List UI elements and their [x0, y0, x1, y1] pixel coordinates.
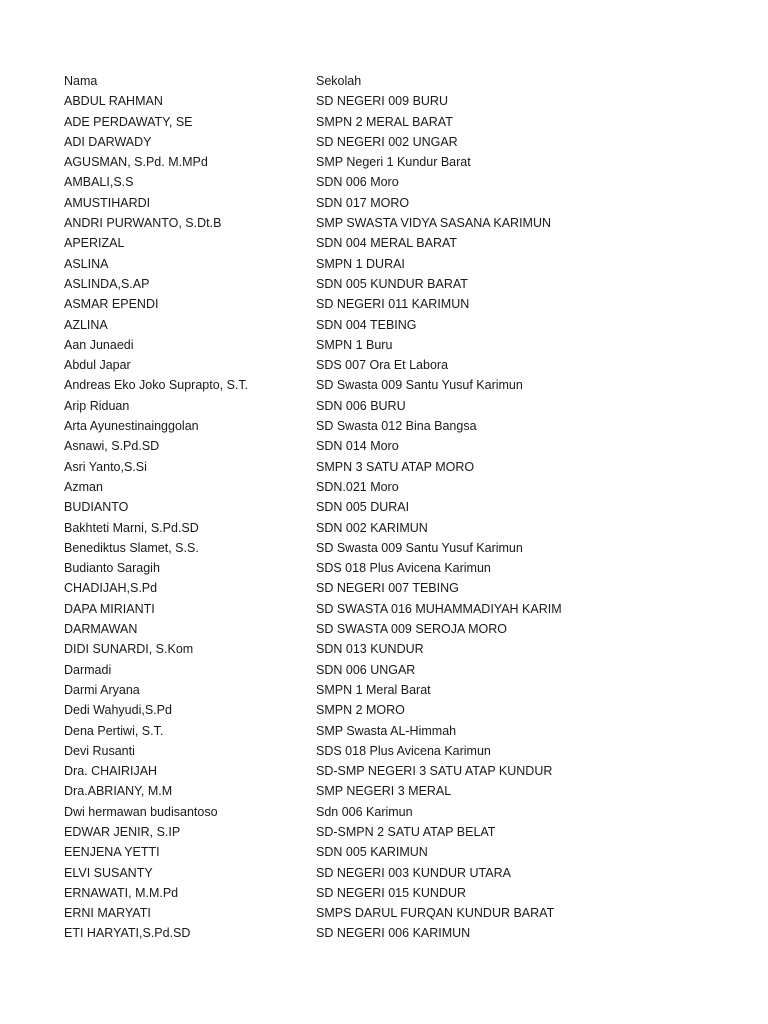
school-name: SD Swasta 009 Santu Yusuf Karimun	[316, 378, 523, 393]
list-item	[64, 315, 744, 335]
list-item	[64, 619, 744, 639]
person-name: Asri Yanto,S.Si	[64, 459, 147, 474]
person-name: EENJENA YETTI	[64, 845, 160, 860]
school-name: SDN 013 KUNDUR	[316, 642, 424, 657]
school-name: SMPN 1 Buru	[316, 337, 393, 352]
school-name: SDS 007 Ora Et Labora	[316, 358, 449, 373]
person-name: Arta Ayunestinainggolan	[64, 419, 199, 434]
person-name: DAPA MIRIANTI	[64, 601, 155, 616]
list-item	[64, 518, 744, 538]
person-name: ADI DARWADY	[64, 134, 152, 149]
person-name: Dwi hermawan budisantoso	[64, 804, 218, 819]
list-item	[64, 660, 744, 680]
school-name: SD-SMPN 2 SATU ATAP BELAT	[316, 824, 496, 839]
list-item	[64, 436, 744, 456]
school-name: SDS 018 Plus Avicena Karimun	[316, 561, 491, 576]
person-name: APERIZAL	[64, 236, 125, 251]
school-name: SD SWASTA 016 MUHAMMADIYAH KARIM	[316, 601, 562, 616]
school-name: SMPS DARUL FURQAN KUNDUR BARAT	[316, 906, 555, 921]
header-row	[64, 71, 744, 91]
person-name: ERNAWATI, M.M.Pd	[64, 885, 179, 900]
person-name: ADE PERDAWATY, SE	[64, 114, 193, 129]
school-name: SDN 004 TEBING	[316, 317, 417, 332]
list-item	[64, 863, 744, 883]
list-item	[64, 152, 744, 172]
school-name: SD-SMP NEGERI 3 SATU ATAP KUNDUR	[316, 764, 553, 779]
name-school-list	[64, 71, 744, 944]
school-name: SDN 005 DURAI	[316, 500, 410, 515]
school-name: SMPN 2 MERAL BARAT	[316, 114, 453, 129]
list-item	[64, 842, 744, 862]
person-name: Bakhteti Marni, S.Pd.SD	[64, 520, 199, 535]
list-item	[64, 721, 744, 741]
school-name: SMP Swasta AL-Himmah	[316, 723, 457, 738]
school-name: SD NEGERI 007 TEBING	[316, 581, 459, 596]
list-item	[64, 396, 744, 416]
person-name: Dedi Wahyudi,S.Pd	[64, 703, 172, 718]
school-name: SMPN 3 SATU ATAP MORO	[316, 459, 475, 474]
list-item	[64, 599, 744, 619]
school-name: SDN 017 MORO	[316, 195, 410, 210]
person-name: DIDI SUNARDI, S.Kom	[64, 642, 194, 657]
person-name: Dena Pertiwi, S.T.	[64, 723, 164, 738]
list-item	[64, 233, 744, 253]
list-item	[64, 416, 744, 436]
person-name: ASMAR EPENDI	[64, 297, 159, 312]
person-name: BUDIANTO	[64, 500, 129, 515]
school-name: SDN 002 KARIMUN	[316, 520, 428, 535]
list-item	[64, 497, 744, 517]
list-item	[64, 112, 744, 132]
person-name: Benediktus Slamet, S.S.	[64, 540, 199, 555]
list-item	[64, 457, 744, 477]
list-rows	[64, 91, 744, 943]
school-name: SDS 018 Plus Avicena Karimun	[316, 743, 491, 758]
list-item	[64, 172, 744, 192]
person-name: Aan Junaedi	[64, 337, 134, 352]
person-name: ETI HARYATI,S.Pd.SD	[64, 926, 191, 941]
school-name: SMP SWASTA VIDYA SASANA KARIMUN	[316, 216, 552, 231]
person-name: AGUSMAN, S.Pd. M.MPd	[64, 155, 208, 170]
person-name: Darmadi	[64, 662, 112, 677]
list-item	[64, 822, 744, 842]
person-name: Budianto Saragih	[64, 561, 160, 576]
list-item	[64, 903, 744, 923]
person-name: DARMAWAN	[64, 622, 138, 637]
school-name: SD NEGERI 015 KUNDUR	[316, 885, 467, 900]
list-item	[64, 883, 744, 903]
school-name: SD SWASTA 009 SEROJA MORO	[316, 622, 508, 637]
header-school: Sekolah	[316, 74, 362, 88]
list-item	[64, 639, 744, 659]
list-item	[64, 193, 744, 213]
person-name: Asnawi, S.Pd.SD	[64, 439, 160, 454]
list-item	[64, 923, 744, 943]
school-name: SDN 005 KUNDUR BARAT	[316, 276, 468, 291]
list-item	[64, 578, 744, 598]
list-item	[64, 802, 744, 822]
person-name: AMUSTIHARDI	[64, 195, 151, 210]
list-item	[64, 132, 744, 152]
list-item	[64, 680, 744, 700]
list-item	[64, 781, 744, 801]
school-name: SD Swasta 012 Bina Bangsa	[316, 419, 477, 434]
person-name: ELVI SUSANTY	[64, 865, 153, 880]
list-item	[64, 91, 744, 111]
person-name: Arip Riduan	[64, 398, 130, 413]
person-name: Devi Rusanti	[64, 743, 135, 758]
list-item	[64, 335, 744, 355]
list-item	[64, 741, 744, 761]
person-name: ASLINDA,S.AP	[64, 276, 150, 291]
school-name: SD NEGERI 011 KARIMUN	[316, 297, 470, 312]
person-name: ABDUL RAHMAN	[64, 94, 163, 109]
person-name: Darmi Aryana	[64, 682, 140, 697]
person-name: AZLINA	[64, 317, 108, 332]
school-name: SDN.021 Moro	[316, 479, 399, 494]
person-name: EDWAR JENIR, S.IP	[64, 824, 181, 839]
person-name: ANDRI PURWANTO, S.Dt.B	[64, 216, 222, 231]
list-item	[64, 274, 744, 294]
school-name: SD NEGERI 009 BURU	[316, 94, 448, 109]
school-name: SMP Negeri 1 Kundur Barat	[316, 155, 471, 170]
list-item	[64, 213, 744, 233]
school-name: SDN 005 KARIMUN	[316, 845, 428, 860]
school-name: SD NEGERI 006 KARIMUN	[316, 926, 471, 941]
person-name: CHADIJAH,S.Pd	[64, 581, 158, 596]
list-item	[64, 700, 744, 720]
school-name: SD NEGERI 002 UNGAR	[316, 134, 458, 149]
person-name: ASLINA	[64, 256, 109, 271]
school-name: SDN 014 Moro	[316, 439, 399, 454]
school-name: SDN 004 MERAL BARAT	[316, 236, 458, 251]
school-name: SMPN 2 MORO	[316, 703, 405, 718]
list-item	[64, 558, 744, 578]
list-item	[64, 294, 744, 314]
person-name: Dra. CHAIRIJAH	[64, 764, 158, 779]
list-item	[64, 355, 744, 375]
person-name: Andreas Eko Joko Suprapto, S.T.	[64, 378, 249, 393]
school-name: SMP NEGERI 3 MERAL	[316, 784, 452, 799]
list-item	[64, 477, 744, 497]
school-name: Sdn 006 Karimun	[316, 804, 413, 819]
school-name: SDN 006 Moro	[316, 175, 399, 190]
person-name: ERNI MARYATI	[64, 906, 151, 921]
school-name: SDN 006 BURU	[316, 398, 406, 413]
list-item	[64, 538, 744, 558]
list-item	[64, 761, 744, 781]
person-name: Azman	[64, 479, 103, 494]
list-item	[64, 254, 744, 274]
header-name: Nama	[64, 74, 98, 88]
list-item	[64, 375, 744, 395]
person-name: AMBALI,S.S	[64, 175, 134, 190]
person-name: Abdul Japar	[64, 358, 131, 373]
school-name: SD NEGERI 003 KUNDUR UTARA	[316, 865, 511, 880]
school-name: SMPN 1 Meral Barat	[316, 682, 431, 697]
school-name: SDN 006 UNGAR	[316, 662, 416, 677]
person-name: Dra.ABRIANY, M.M	[64, 784, 173, 799]
school-name: SD Swasta 009 Santu Yusuf Karimun	[316, 540, 523, 555]
school-name: SMPN 1 DURAI	[316, 256, 405, 271]
